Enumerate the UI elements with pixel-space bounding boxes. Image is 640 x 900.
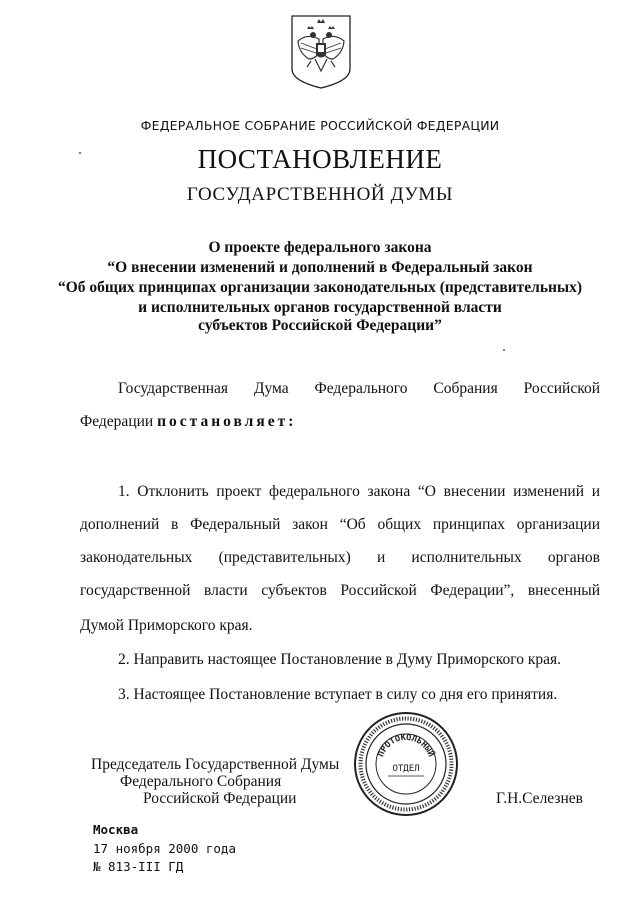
clause-1-line: законодательных (представительных) и исполнительных органов: [80, 549, 600, 566]
coat-of-arms-emblem: [289, 13, 353, 91]
subject-line: субъектов Российской Федерации”: [198, 317, 442, 334]
clause-2: 2. Направить настоящее Постановление в Думу Приморского края.: [118, 651, 561, 668]
svg-text:ПРОТОКОЛЬНЫЙ: ПРОТОКОЛЬНЫЙ: [376, 732, 436, 759]
clause-3: 3. Настоящее Постановление вступает в силу со дня его принятия.: [118, 686, 558, 703]
clause-1-line: 1. Отклонить проект федерального закона “О внесении изменений и: [118, 483, 600, 500]
scan-speck: [503, 349, 505, 351]
signatory-name: Г.Н.Селезнев: [496, 790, 583, 807]
subject-line: О проекте федерального закона: [208, 239, 432, 256]
signatory-title-line: Российской Федерации: [143, 790, 297, 807]
subject-line: “Об общих принципах организации законодательных (представительных): [57, 279, 583, 296]
official-stamp: [352, 710, 460, 818]
signatory-title-line: Федерального Собрания: [120, 773, 282, 790]
issuing-body-title: ГОСУДАРСТВЕННОЙ ДУМЫ: [186, 184, 454, 205]
resolution-number: № 813-III ГД: [93, 859, 184, 874]
clause-1-line: Думой Приморского края.: [80, 617, 253, 634]
scan-speck: [79, 152, 81, 154]
preamble-text: Федерации: [80, 413, 154, 430]
preamble-line: Государственная Дума Федерального Собрания Российской: [118, 380, 600, 397]
place-of-signing: Москва: [93, 822, 139, 837]
signing-date: 17 ноября 2000 года: [93, 841, 236, 856]
resolves-keyword: постановляет:: [157, 413, 297, 430]
subject-line: “О внесении изменений и дополнений в Федеральный закон: [107, 259, 533, 276]
parliament-name: ФЕДЕРАЛЬНОЕ СОБРАНИЕ РОССИЙСКОЙ ФЕДЕРАЦИИ: [140, 118, 500, 133]
clause-1-line: государственной власти субъектов Российской Федерации”, внесенный: [80, 582, 600, 599]
signatory-title-line: Председатель Государственной Думы: [91, 756, 340, 773]
preamble-line: [80, 413, 600, 431]
document-type-title: ПОСТАНОВЛЕНИЕ: [197, 144, 443, 174]
subject-line: и исполнительных органов государственной власти: [138, 299, 502, 316]
clause-1-line: дополнений в Федеральный закон “Об общих принципах организации: [80, 516, 600, 533]
svg-text:ОТДЕЛ: ОТДЕЛ: [392, 764, 420, 774]
